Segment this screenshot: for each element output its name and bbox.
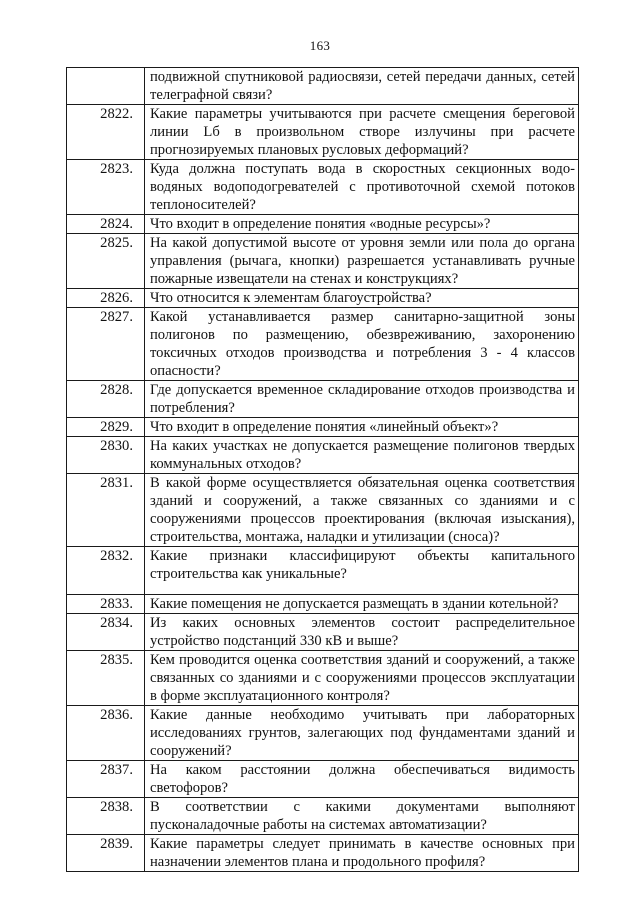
- question-text: Какие параметры следует принимать в качестве основных при назначении элементов плана и продольного профиля?: [145, 835, 579, 872]
- table-row: [67, 308, 579, 381]
- table-row: [67, 418, 579, 437]
- question-number: 2839.: [67, 835, 145, 872]
- question-number: 2838.: [67, 798, 145, 835]
- question-number: 2830.: [67, 437, 145, 474]
- question-text: Какие помещения не допускается размещать в здании котельной?: [145, 595, 579, 614]
- question-text: На каких участках не допускается размещение полигонов твердых коммунальных отходов?: [145, 437, 579, 474]
- question-text: Какие параметры учитываются при расчете смещения береговой линии Lб в произвольном створе излучины при расчете прогнозируемых плановых русловых деформаций?: [145, 105, 579, 160]
- question-text: Какой устанавливается размер санитарно-защитной зоны полигонов по размещению, обезвреживанию, захоронению токсичных отходов производства и потребления 3 - 4 классов опасности?: [145, 308, 579, 381]
- question-text: подвижной спутниковой радиосвязи, сетей передачи данных, сетей телеграфной связи?: [145, 68, 579, 105]
- table-row: [67, 835, 579, 872]
- table-row: [67, 798, 579, 835]
- question-number: 2825.: [67, 234, 145, 289]
- table-row: [67, 68, 579, 105]
- table-row: [67, 105, 579, 160]
- question-text: Что входит в определение понятия «линейный объект»?: [145, 418, 579, 437]
- table-row: [67, 706, 579, 761]
- question-text: В соответствии с какими документами выполняют пусконаладочные работы на системах автоматизации?: [145, 798, 579, 835]
- question-text: Какие признаки классифицируют объекты капитального строительства как уникальные?: [145, 547, 579, 595]
- questions-table: [66, 67, 579, 872]
- question-number: 2824.: [67, 215, 145, 234]
- question-text: Куда должна поступать вода в скоростных секционных водо-водяных водоподогревателей с противоточной схемой потоков теплоносителей?: [145, 160, 579, 215]
- table-row: [67, 761, 579, 798]
- table-row: [67, 474, 579, 547]
- question-text: Какие данные необходимо учитывать при лабораторных исследованиях грунтов, залегающих под фундаментами зданий и сооружений?: [145, 706, 579, 761]
- question-text: Кем проводится оценка соответствия зданий и сооружений, а также связанных со зданиями и с сооружениями процессов эксплуатации в форме эксплуатационного контроля?: [145, 651, 579, 706]
- question-number: 2823.: [67, 160, 145, 215]
- question-text: Что входит в определение понятия «водные ресурсы»?: [145, 215, 579, 234]
- question-number: 2835.: [67, 651, 145, 706]
- question-number: 2831.: [67, 474, 145, 547]
- question-number: 2822.: [67, 105, 145, 160]
- question-text: На какой допустимой высоте от уровня земли или пола до органа управления (рычага, кнопки) разрешается устанавливать ручные пожарные извещатели на стенах и конструкциях?: [145, 234, 579, 289]
- question-text: Где допускается временное складирование отходов производства и потребления?: [145, 381, 579, 418]
- table-row: [67, 160, 579, 215]
- table-row: [67, 381, 579, 418]
- question-number: 2833.: [67, 595, 145, 614]
- questions-table-body: [67, 68, 579, 872]
- question-number: 2828.: [67, 381, 145, 418]
- table-row: [67, 234, 579, 289]
- table-row: [67, 289, 579, 308]
- question-number: 2837.: [67, 761, 145, 798]
- question-text: В какой форме осуществляется обязательная оценка соответствия зданий и сооружений, а также связанных со зданиями и с сооружениями процессов проектирования (включая изыскания), строительства, монтажа, наладки и утилизации (сноса)?: [145, 474, 579, 547]
- table-row: [67, 215, 579, 234]
- table-row: [67, 614, 579, 651]
- question-text: Что относится к элементам благоустройства?: [145, 289, 579, 308]
- question-number: 2826.: [67, 289, 145, 308]
- question-number: 2834.: [67, 614, 145, 651]
- table-row: [67, 651, 579, 706]
- question-text: Из каких основных элементов состоит распределительное устройство подстанций 330 кВ и выше?: [145, 614, 579, 651]
- table-row: [67, 595, 579, 614]
- table-row: [67, 437, 579, 474]
- page-number: 163: [309, 38, 331, 53]
- question-number: [67, 68, 145, 105]
- table-row: [67, 547, 579, 595]
- question-text: На каком расстоянии должна обеспечиваться видимость светофоров?: [145, 761, 579, 798]
- question-number: 2827.: [67, 308, 145, 381]
- question-number: 2829.: [67, 418, 145, 437]
- question-number: 2836.: [67, 706, 145, 761]
- question-number: 2832.: [67, 547, 145, 595]
